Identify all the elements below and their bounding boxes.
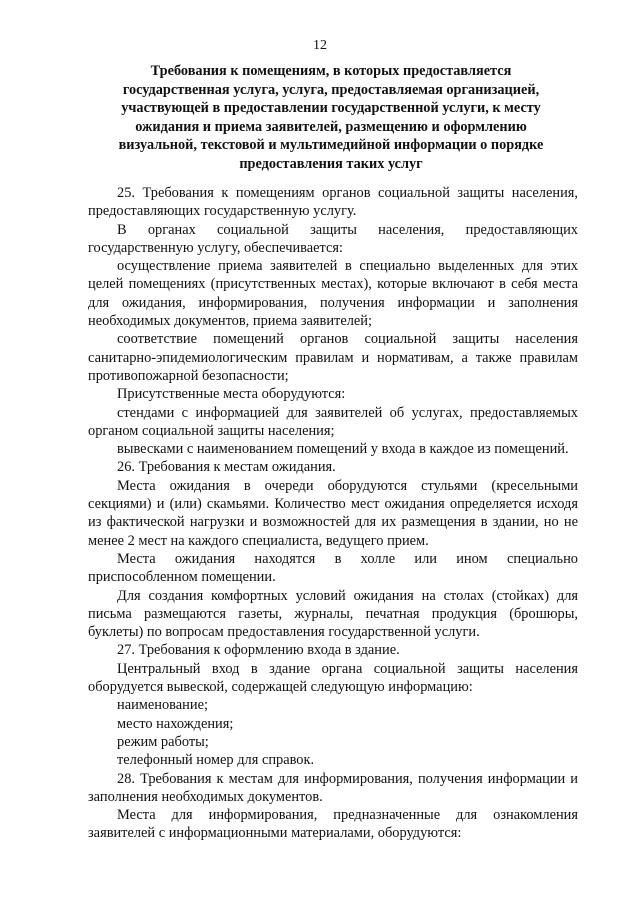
heading-line: участвующей в предоставлении государственной услуги, к месту: [121, 100, 541, 117]
heading-line: визуальной, текстовой и мультимедийной информации о порядке: [118, 137, 544, 154]
heading-line: Требования к помещениям, в которых предоставляется: [150, 63, 512, 79]
paragraph: Места ожидания в очереди оборудуются стульями (кресельными секциями) и (или) скамьями. Количество мест ожидания определяется исходя из фактической нагрузки и возможностей для их размещения в здании, но не менее 2 мест на каждого специалиста, ведущего прием.: [88, 477, 578, 549]
heading-line: ожидания и приема заявителей, размещению и оформлению: [135, 118, 527, 135]
paragraph: Для создания комфортных условий ожидания на столах (стойках) для письма размещаются газеты, журналы, печатная продукция (брошюры, буклеты) по вопросам предоставления государственной услуги.: [88, 587, 578, 641]
paragraph: Места для информирования, предназначенные для ознакомления заявителей с информационными материалами, оборудуются:: [88, 807, 578, 842]
paragraph: Центральный вход в здание органа социальной защиты населения оборудуется вывеской, содержащей следующую информацию:: [88, 660, 578, 696]
page-number: 12: [313, 38, 327, 53]
paragraph: Присутственные места оборудуются:: [117, 386, 346, 403]
paragraph: В органах социальной защиты населения, предоставляющих государственную услугу, обеспечивается:: [88, 221, 578, 256]
paragraph-item-25: 25. Требования к помещениям органов социальной защиты населения, предоставляющих государственную услугу.: [88, 185, 578, 220]
paragraph: вывесками с наименованием помещений у входа в каждое из помещений.: [117, 441, 569, 458]
paragraph: соответствие помещений органов социальной защиты населения санитарно-эпидемиологическим правилам и нормативам, а также правилам противопожарной безопасности;: [88, 331, 578, 384]
paragraph: осуществление приема заявителей в специально выделенных для этих целей помещениях (присутственных местах), которые включают в себя места для ожидания, информирования, получения информации и заполнения необходимых документов, приема заявителей;: [88, 258, 578, 330]
list-item: телефонный номер для справок.: [117, 752, 315, 769]
heading-line: предоставления таких услуг: [239, 155, 423, 172]
list-item: режим работы;: [117, 733, 209, 750]
paragraph: стендами с информацией для заявителей об услугах, предоставляемых органом социальной защиты населения;: [88, 404, 578, 439]
paragraph-item-28: 28. Требования к местам для информирования, получения информации и заполнения необходимых документов.: [88, 770, 578, 805]
section-heading: [96, 62, 566, 174]
paragraph-item-26: 26. Требования к местам ожидания.: [117, 459, 336, 476]
paragraph: Места ожидания находятся в холле или ином специально приспособленном помещении.: [88, 550, 578, 586]
paragraph-item-27: 27. Требования к оформлению входа в здание.: [117, 642, 400, 659]
document-body: [88, 184, 578, 843]
heading-line: государственная услуга, услуга, предоставляемая организацией,: [122, 81, 540, 98]
list-item: наименование;: [117, 697, 208, 714]
list-item: место нахождения;: [117, 715, 234, 732]
